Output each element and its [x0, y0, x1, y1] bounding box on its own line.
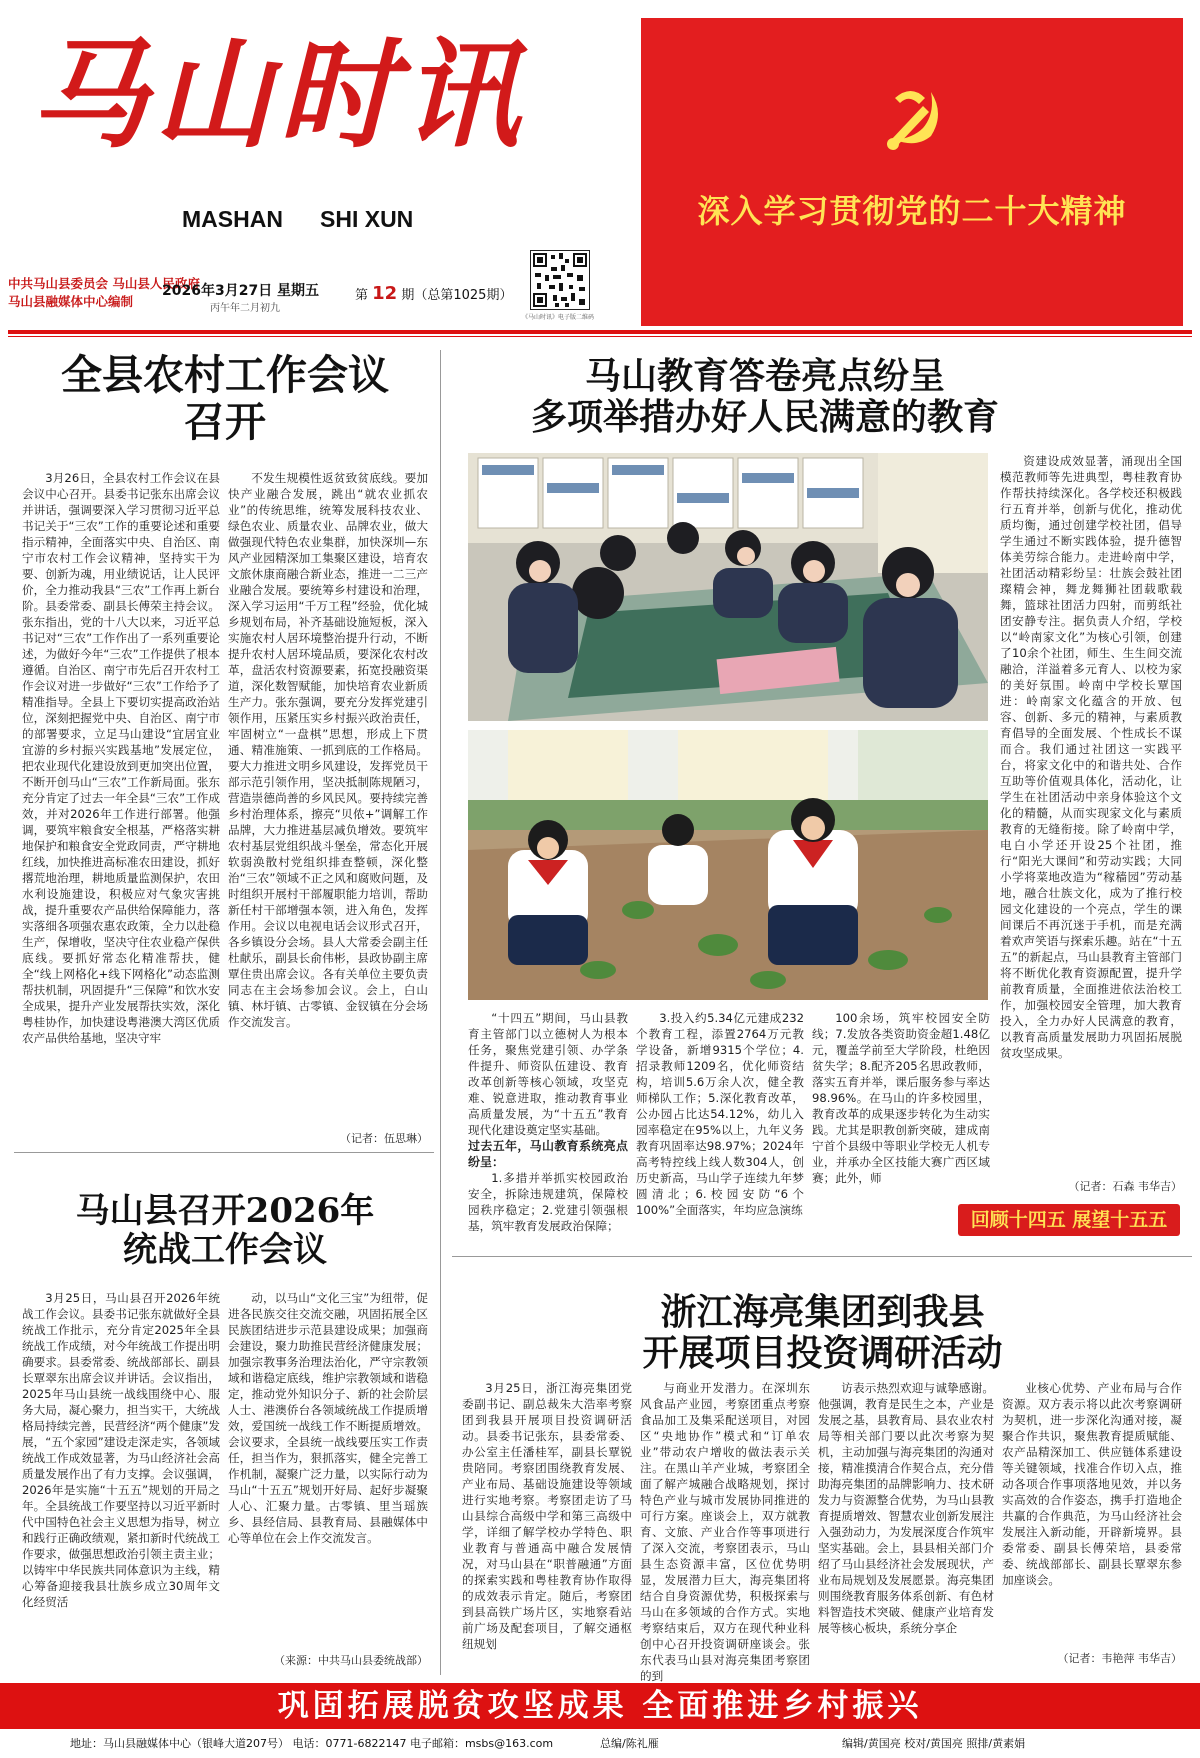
page-footer: [0, 1733, 1200, 1758]
banner-slogan: 深入学习贯彻党的二十大精神: [697, 192, 1127, 230]
article-byline: （记者：韦艳萍 韦华吉）: [1057, 1652, 1182, 1665]
masthead-divider-thin: [8, 336, 1192, 337]
article-paragraph: 3月25日，浙江海亮集团党委副书记、副总裁朱大浩率考察团到我县开展项目投资调研活动。县委书记张东，县委常委、办公室主任潘桂军，副县长覃锐贵陪同。考察团围绕教育发展、产业布局、基础设施建设等领域进行实地考察。考察团走访了马山县综合高级中学和第三高级中学，详细了解学校办学特色、职业教育与普通高中融合发展情况，对马山县在“职普融通”方面的探索实践和粤桂教育协作取得的成效表示肯定。随后，考察团到县高铁广场片区，实地察看站前广场及配套项目，了解交通枢纽规划: [462, 1381, 632, 1651]
article-byline: （记者：伍思琳）: [340, 1132, 428, 1145]
article-body-column: [462, 1380, 632, 1670]
article-paragraph: 3.投入约5.34亿元建成232个教育工程，添置2764万元教学设备，新增9315个学位；4.招录教师1209名，优化师资结构，培训5.6万余人次，健全教师梯队工作；5.深化教育改革，公办园占比达54.12%，幼儿入园率稳定在95%以上，九年义务教育巩固率达98.97%；2024年高考特控线上线人数304人，创历史新高，马山学子连续九年梦圆清北；6.校园安防“6个100%”全面落实，年均应急演练: [636, 1011, 804, 1217]
article-united-front-meeting: [22, 1192, 428, 1270]
article-body-column: [636, 1010, 804, 1250]
issue-prefix: 第: [355, 288, 369, 303]
headline-line-2: 多项举措办好人民满意的教育: [530, 396, 999, 439]
lunar-date: 丙午年二月初九: [210, 303, 280, 314]
footer-editors: 编辑/黄国亮 校对/黄国亮 照排/黄素娟: [842, 1737, 1026, 1750]
headline-line-1: 马山县召开2026年: [75, 1191, 375, 1231]
issue-number-value: 12: [372, 283, 398, 304]
article-education: [455, 356, 1075, 439]
headline-line-2: 统战工作会议: [123, 1230, 327, 1271]
article-body-column: [22, 1290, 220, 1666]
article-body-column: [228, 470, 428, 1138]
party-banner: [641, 18, 1183, 326]
footer-chief-editor: 总编/陈礼雁: [600, 1737, 659, 1750]
photo-library-activity: [468, 453, 988, 721]
article-paragraph: “十四五”期间，马山县教育主管部门以立德树人为根本任务，聚焦党建引领、办学条件提升、师资队伍建设、教育改革创新等核心领域，攻坚克难、锐意进取，推动教育事业高质量发展，为“十五五”教育现代化建设奠定坚实基础。: [468, 1011, 628, 1137]
headline-line-1: 浙江海亮集团到我县: [660, 1291, 985, 1333]
article-paragraph: 100余场，筑牢校园安全防线；7.发放各类资助资金超1.48亿元，覆盖学前至大学阶段，杜绝因贫失学；8.配齐205名思政教师，落实五育并举，课后服务参与率达98.96%。在马山的许多校园里，教育改革的成果逐步转化为生动实践。尤其是职教创新突破，建成南宁首个县级中等职业学校无人机专业，并承办全区技能大赛广西区域赛；此外，师: [812, 1011, 990, 1185]
bottom-slogan: 巩固拓展脱贫攻坚成果 全面推进乡村振兴: [277, 1688, 923, 1724]
column-divider: [440, 350, 441, 1675]
qr-code-icon[interactable]: [530, 250, 590, 310]
issue-date: 2026年3月27日 星期五: [162, 283, 320, 299]
headline-united-front-meeting: [22, 1192, 428, 1270]
article-paragraph: 资建设成效显著，涌现出全国模范教师等先进典型，粤桂教育协作帮扶持续深化。各学校还积极践行五育并举，创新与优化，推动优质均衡，通过创建学校社团，倡导学生通过不断实践体验，提升德智体美劳综合能力。走进岭南中学，社团活动精彩纷呈：壮族会鼓社团璨精会神，舞龙舞狮社团载歌载舞，篮球社团活力四射，而剪纸社团安静专注。据负责人介绍，学校以“岭南家文化”为核心引领，创建了10余个社团，师生、生生间交流融洽，洋溢着多元育人、以校为家的美好氛围。岭南中学校长覃国进：岭南家文化蕴含的开放、包容、创新、多元的精神，与素质教育倡导的全面发展、个性成长不谋而合。我们通过社团这一实践平台，将家文化中的和谐共处、合作互助等价值观具体化，活动化，让学生在社团活动中亲身体验这个文化的精髓，从而实现家文化与素质教育的无缝衔接。除了岭南中学，电白小学还开设25个社团，推行“阳光大课间”和劳动实践；大同小学将菜地改造为“稼穑园”劳动基地，融合壮族文化，成为了推行校园文化建设的一个亮点，学生的课间课后不再沉迷于手机，而是充满着欢声笑语与探索乐趣。站在“十五五”的新起点，马山县教育主管部门将不断优化教育资源配置，提升学前教育质量，全面推进依法治校工作，加强校园安全管理，加大教育投入，全力办好人民满意的教育，以教育高质量发展助力巩固拓展脱贫攻坚成果。: [1000, 454, 1182, 1060]
headline-education: [455, 356, 1075, 439]
article-paragraph: 3月25日，马山县召开2026年统战工作会议。县委书记张东就做好全县统战工作批示，充分肯定2025年全县统战工作成绩，对今年统战工作提出明确要求。县委常委、统战部部长、副县长覃翠东出席会议并讲话。会议指出，2025年马山县统一战线围绕中心、服务大局，凝心聚力，担当实干，大统战格局持续完善，民营经济“两个健康”发展，“五个家园”建设走深走实，各领域统战工作成效显著，为马山经济社会高质量发展作出了有力支撑。会议强调，2026年是实施“十五五”规划的开局之年。全县统战工作要坚持以习近平新时代中国特色社会主义思想为指导，树立和践行正确政绩观，紧扣新时代统战工作要求，做强思想政治引领主责主业；以铸牢中华民族共同体意识为主线，精心筹备迎接我县壮族乡成立30周年文化经贸活: [22, 1291, 220, 1609]
headline-line-1: 马山教育答卷亮点纷呈: [584, 355, 945, 397]
newspaper-logo: 马山时讯: [30, 25, 527, 164]
article-subheading: 过去五年，马山教育系统亮点纷呈：: [468, 1139, 628, 1169]
article-paragraph: 与商业开发潜力。在深圳东风食品产业园，考察团重点考察食品加工及集采配送项目，对园区“央地协作”模式和“订单农业”带动农户增收的做法表示关注。在黑山羊产业城，考察团全面了解产城融合战略规划，探讨特色产业与城市发展协同推进的可行方案。座谈会上，双方就教育、文旅、产业合作等事项进行了深入交流，考察团表示，马山县生态资源丰富，区位优势明显，发展潜力巨大，海亮集团将结合自身资源优势，积极探索与马山在多领域的合作方式。实地考察结束后，双方在现代种业科创中心召开投资调研座谈会。张东代表马山县对海亮集团考察团的到: [640, 1381, 810, 1683]
article-body-column: [468, 1010, 628, 1250]
article-body-column: [1002, 1380, 1182, 1640]
article-paragraph: 业核心优势、产业布局与合作资源。双方表示将以此次考察调研为契机，进一步深化沟通对接，凝聚合作共识，聚焦教育提质赋能、农产品精深加工、供应链体系建设等关键领域，找准合作切入点，推动各项合作事项落地见效，并以务实高效的合作姿态，携手打造地企共赢的合作典范，为马山经济社会发展注入新动能，开辟新境界。县委常委、副县长傅荣培，县委常委、统战部部长、副县长覃翠东参加座谈会。: [1002, 1381, 1182, 1587]
publisher-line-2: 马山县融媒体中心编制: [8, 294, 134, 309]
section-tag: 回顾十四五 展望十五五: [958, 1204, 1180, 1236]
article-hailiang-visit: [455, 1292, 1190, 1375]
logo-pinyin-shixun: SHI XUN: [320, 206, 414, 232]
article-body-column: [640, 1380, 810, 1683]
article-paragraph: 访表示热烈欢迎与诚挚感谢。他强调，教育是民生之本，产业是发展之基，县教育局、县农业农村局等相关部门要以此次考察为契机，主动加强与海亮集团的沟通对接，精准摸清合作契合点，充分借助海亮集团的品牌影响力、技术研发力与资源整合优势，为马山县教育提质增效、智慧农业创新发展注入强劲动力，为发展深度合作筑牢坚实基础。会上，县县相关部门介绍了马山县经济社会发展现状，产业布局规划及发展愿景。海亮集团则围绕教育服务体系创新、有色材料智造技术突破、健康产业培育发展等核心板块，系统分享企: [818, 1381, 994, 1635]
bottom-slogan-banner: [0, 1683, 1200, 1729]
headline-rural-work-meeting: [22, 352, 428, 446]
article-paragraph: 动，以马山“文化三宝”为纽带，促进各民族交往交流交融，巩固拓展全区民族团结进步示范县建设成果；加强商会建设，聚力助推民营经济健康发展；加强宗教事务治理法治化，严守宗教领域和谐稳定底线，维护宗教领域和谐稳定，推动党外知识分子、新的社会阶层人士、港澳侨台各领域统战工作提质增效，爱国统一战线工作不断提质增效。会议要求，全县统一战线要压实工作责任，担当作为，狠抓落实，健全完善工作机制，凝聚广泛力量，以实际行动为马山“十五五”规划开好局、起好步凝聚人心、汇聚力量。古零镇、里当瑶族乡、县经信局、县教育局、县融媒体中心等单位在会上作交流发言。: [228, 1291, 428, 1545]
masthead: [0, 0, 1200, 340]
article-paragraph: 3月26日，全县农村工作会议在县会议中心召开。县委书记张东出席会议并讲话，强调要深入学习贯彻习近平总书记关于“三农”工作的重要论述和重要指示精神，全面落实中央、自治区、南宁市农村工作会议精神，坚持实干为要、创新为魂，用业绩说话，让人民评价，全力推动我县“三农”工作再上新台阶。县委常委、副县长傅荣主持会议。张东指出，党的十八大以来，习近平总书记对“三农”工作作出了一系列重要论述，为做好今年“三农”工作提供了根本遵循。自治区、南宁市先后召开农村工作会议对进一步做好“三农”工作给予了精准指导。全县上下要切实提高政治站位，深刻把握党中央、自治区、南宁市的部署要求，立足马山建设“宜居宜业宜游的乡村振兴实践基地”发展定位，把农业现代化建设放到更加突出位置，不断开创马山“三农”工作新局面。张东充分肯定了过去一年全县“三农”工作成效，并对2026年工作进行部署。他强调，要筑牢粮食安全根基，严格落实耕地保护和粮食安全党政同责，严守耕地红线，加快推进高标准农田建设，抓好撂荒地治理，耕地质量监测保护，农田水利设施建设，积极应对气象灾害挑战，提升重要农产品供给保障能力，落实落细各项强农惠农政策，全力以赴稳生产，保增收，坚决守住农业稳产保供底线。要抓好常态化精准帮扶，健全“线上网格化+线下网格化”动态监测帮扶机制，巩固提升“三保障”和饮水安全成果，提升产业发展帮扶实效，深化粤桂协作，加快建设粤港澳大湾区优质农产品供给基地，坚决守牢: [22, 471, 220, 1045]
headline-line-2: 召开: [184, 398, 266, 447]
issue-suffix: 期（总第1025期）: [401, 288, 513, 303]
logo-pinyin-mashan: MASHAN: [182, 206, 283, 232]
masthead-divider: [8, 330, 1192, 334]
article-paragraph: 1.多措并举抓实校园政治安全，拆除违规建筑，保障校园秩序稳定；2.党建引领强根基，筑牢教育发展政治保障；: [468, 1171, 628, 1233]
article-body-column: [1000, 453, 1182, 1173]
article-body-column: [818, 1380, 994, 1670]
headline-line-1: 全县农村工作会议: [61, 351, 389, 399]
headline-line-2: 开展项目投资调研活动: [642, 1332, 1003, 1375]
article-rural-work-meeting: [22, 352, 428, 446]
article-byline: （记者：石森 韦华吉）: [1068, 1180, 1182, 1193]
article-body-column: [22, 470, 220, 1146]
article-byline: （来源：中共马山县委统战部）: [274, 1654, 428, 1667]
section-divider: [452, 1256, 1192, 1257]
party-emblem-icon: [873, 78, 953, 158]
article-paragraph: 不发生规模性返贫致贫底线。要加快产业融合发展，跳出“就农业抓农业”的传统思维，统筹发展科技农业、绿色农业、质量农业、品牌农业，做大做强现代特色农业集群，加快深圳—东风产业园精深加工集聚区建设，培育农文旅休康商融合新业态，推进一二三产业融合发展。要统筹乡村建设和治理，深入学习运用“千万工程”经验，优化城乡规划布局，补齐基础设施短板，深入实施农村人居环境整治提升行动，不断提升农村人居环境品质，要深化农村改革，盘活农村资源要素，拓宽投融资渠道，深化数智赋能，加快培育农业新质生产力。张东强调，要充分发挥党建引领作用，压紧压实乡村振兴政治责任，牢固树立“一盘棋”思想，形成上下贯通、精准施策、一抓到底的工作格局。要大力推进文明乡风建设，发挥党员干部示范引领作用，坚决抵制陈规陋习，营造崇德尚善的乡风民风。要持续完善乡村治理体系，擦亮“贝侬+”调解工作品牌，大力推进基层减负增效。要筑牢农村基层党组织战斗堡垒，常态化开展软弱涣散村党组织排查整顿，深化整治“三农”领域不正之风和腐败问题，及时组织开展村干部履职能力培训，帮助新任村干部增强本领，进入角色，发挥作用。会议以电视电话会议形式召开，各乡镇设分会场。县人大常委会副主任杜献乐，副县长俞伟彬，县政协副主席覃住贵出席会议。各有关单位主要负责同志在主会场参加会议。会上，白山镇、林圩镇、古零镇、金钗镇在分会场作交流发言。: [228, 471, 428, 1029]
article-body-column: [228, 1290, 428, 1650]
headline-hailiang-visit: [455, 1292, 1190, 1375]
publisher-line-1: 中共马山县委员会 马山县人民政府: [8, 276, 200, 291]
footer-address: 地址：马山县融媒体中心（银峰大道207号） 电话：0771-6822147 电子邮箱：msbs@163.com: [70, 1737, 554, 1750]
section-divider: [14, 1152, 434, 1153]
issue-number: [355, 283, 512, 304]
photo-garden-planting: [468, 730, 988, 1000]
article-body-column: [812, 1010, 990, 1210]
qr-caption: 《马山时讯》电子版二维码: [522, 314, 595, 321]
